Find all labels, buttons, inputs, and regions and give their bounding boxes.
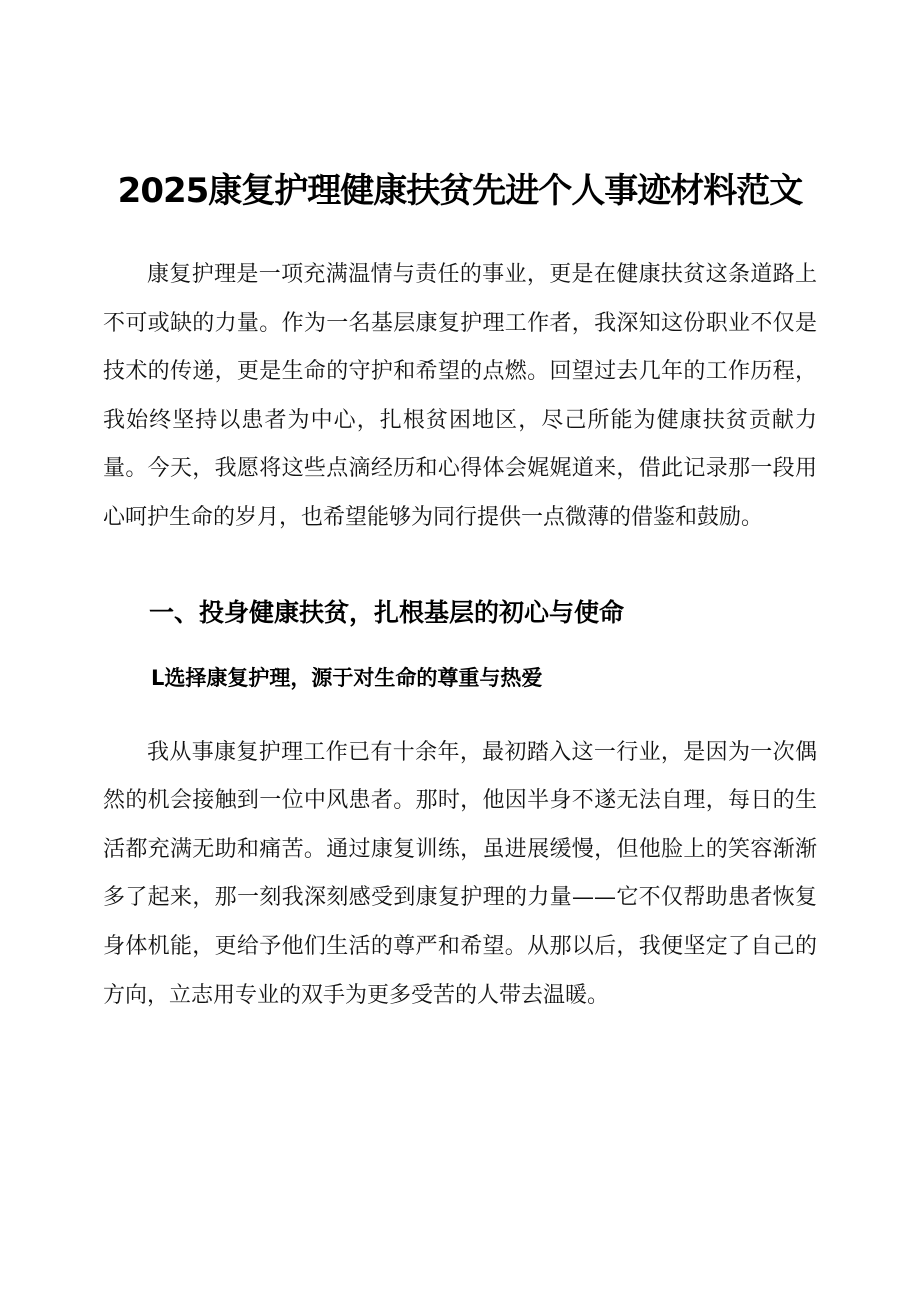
body-paragraph: 我从事康复护理工作已有十余年，最初踏入这一行业，是因为一次偶然的机会接触到一位中风患者。那时，他因半身不遂无法自理，每日的生活都充满无助和痛苦。通过康复训练，虽进展缓慢，但他脸上的笑容渐渐多了起来，那一刻我深刻感受到康复护理的力量——它不仅帮助患者恢复身体机能，更给予他们生活的尊严和希望。从那以后，我便坚定了自己的方向，立志用专业的双手为更多受苦的人带去温暖。 [103, 739, 817, 1008]
section-heading: 一、投身健康扶贫，扎根基层的初心与使命 [149, 597, 625, 627]
intro-paragraph: 康复护理是一项充满温情与责任的事业，更是在健康扶贫这条道路上不可或缺的力量。作为一名基层康复护理工作者，我深知这份职业不仅是技术的传递，更是生命的守护和希望的点燃。回望过去几年的工作历程，我始终坚持以患者为中心，扎根贫困地区，尽己所能为健康扶贫贡献力量。今天，我愿将这些点滴经历和心得体会娓娓道来，借此记录那一段用心呵护生命的岁月，也希望能够为同行提供一点微薄的借鉴和鼓励。 [103, 262, 817, 530]
subsection-heading: L选择康复护理，源于对生命的尊重与热爱 [151, 665, 543, 690]
document-title: 2025康复护理健康扶贫先进个人事迹材料范文 [117, 171, 803, 211]
